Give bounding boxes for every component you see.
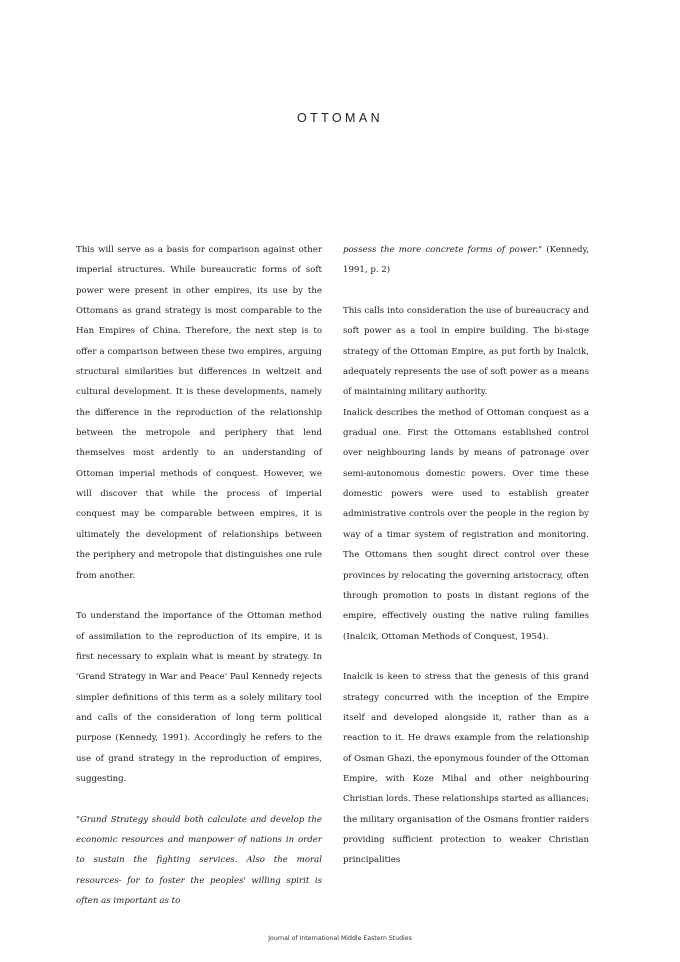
footer: Journal of International Middle Eastern Studies [268, 935, 412, 942]
quote-text: possess the more concrete forms of power." [343, 245, 543, 255]
page-title: OTTOMAN [296, 111, 384, 125]
paragraph: This will serve as a basis for comparison against other imperial structures. While bureaucratic forms of soft power were present in other empires, its use by the Ottomans as grand strategy is most comparable to the Han Empires of China. Therefore, the next step is to offer a comparison between these two empires, arguing structural similarities but differences in weltzeit and cultural development. It is these developments, namely the difference in the reproduction of the relationship between the metropole and periphery that lend themselves most ardently to an understanding of Ottoman imperial methods of conquest. However, we will discover that while the process of imperial conquest may be comparable between empires, it is ultimately the development of relationships between the periphery and metropole that distinguishes one rule from another. [76, 245, 322, 581]
right-column [343, 240, 589, 871]
paragraph: Inalcik is keen to stress that the genesis of this grand strategy concurred with the inception of the Empire itself and developed alongside it, rather than as a reaction to it. He draws example from the relationship of Osman Ghazi, the eponymous founder of the Ottoman Empire, with Koze Mihal and other neighbouring Christian lords. These relationships started as alliances; the military organisation of the Osmans frontier raiders providing sufficient protection to weaker Christian principalities [343, 672, 589, 866]
block-quote: "Grand Strategy should both calculate and develop the economic resources and manpower of nations in order to sustain the fighting services. Also the moral resources- for to foster the peoples' willing spirit is often as important as to [76, 814, 322, 906]
paragraph: Inalick describes the method of Ottoman conquest as a gradual one. First the Ottomans established control over neighbouring lands by means of patronage over semi-autonomous domestic powers. Over time these domestic powers were used to establish greater administrative controls over the people in the region by way of a timar system of registration and monitoring. The Ottomans then sought direct control over these provinces by relocating the governing aristocracy, often through promotion to posts in distant regions of the empire, effectively ousting the native ruling families (Inalcik, Ottoman Methods of Conquest, 1954). [343, 407, 589, 642]
left-column [76, 240, 322, 911]
paragraph: This calls into consideration the use of bureaucracy and soft power as a tool in empire building. The bi-stage strategy of the Ottoman Empire, as put forth by Inalcik, adequately represents the use of soft power as a means of maintaining military authority. [343, 306, 589, 398]
paragraph: To understand the importance of the Ottoman method of assimilation to the reproduction of its empire, it is first necessary to explain what is meant by strategy. In 'Grand Strategy in War and Peace' Paul Kennedy rejects simpler definitions of this term as a solely military tool and calls of the consideration of long term political purpose (Kennedy, 1991). Accordingly he refers to the use of grand strategy in the reproduction of empires, suggesting. [76, 611, 322, 784]
quote-citation: (Kennedy, 1991, p. 2) [343, 245, 589, 276]
block-quote-end [343, 240, 589, 281]
